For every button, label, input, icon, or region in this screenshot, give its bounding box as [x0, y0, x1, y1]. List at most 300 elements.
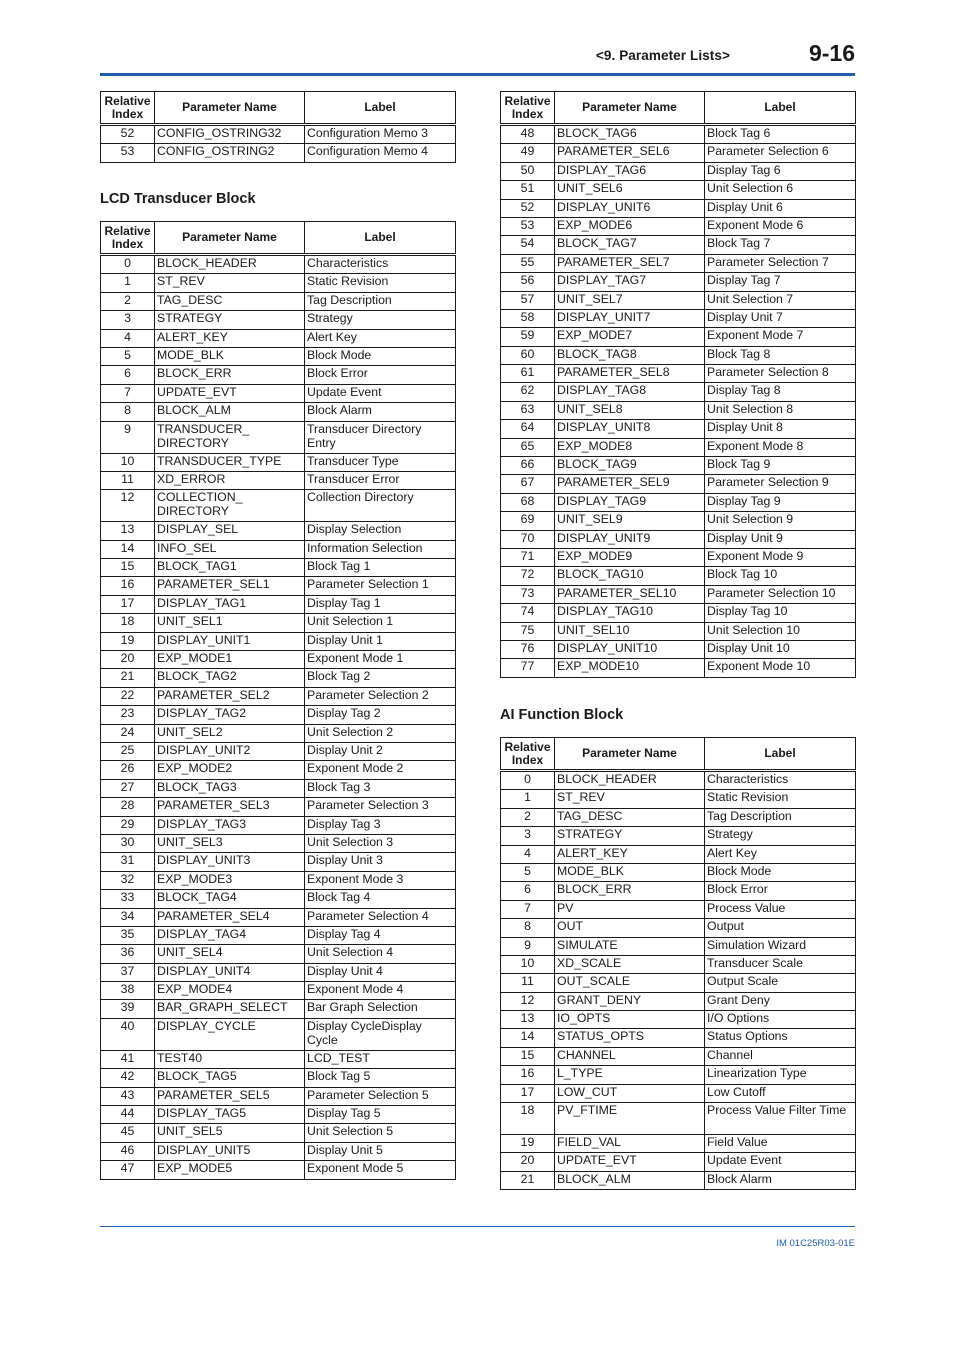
cell-label: Unit Selection 9: [705, 512, 856, 530]
cell-label: Grant Deny: [705, 992, 856, 1010]
cell-index: 32: [101, 871, 155, 889]
footer-rule: [100, 1226, 855, 1227]
cell-label: Unit Selection 7: [705, 291, 856, 309]
cell-label: Exponent Mode 2: [305, 761, 456, 779]
cell-parameter-name: LOW_CUT: [555, 1084, 705, 1102]
cell-index: 25: [101, 742, 155, 760]
cell-parameter-name: XD_ERROR: [155, 471, 305, 489]
cell-label: Exponent Mode 8: [705, 438, 856, 456]
table-row: [101, 366, 456, 384]
table-row: [101, 274, 456, 292]
cell-parameter-name: INFO_SEL: [155, 540, 305, 558]
table-row: [501, 420, 856, 438]
cell-parameter-name: UNIT_SEL5: [155, 1124, 305, 1142]
cell-label: Exponent Mode 4: [305, 982, 456, 1000]
cell-parameter-name: BLOCK_TAG2: [155, 669, 305, 687]
table-row: [101, 1087, 456, 1105]
table-row: [501, 236, 856, 254]
cell-parameter-name: UNIT_SEL2: [155, 724, 305, 742]
table-row: [101, 963, 456, 981]
cell-label: Display Tag 7: [705, 273, 856, 291]
cell-label: Block Tag 6: [705, 125, 856, 144]
cell-label: Output Scale: [705, 974, 856, 992]
column-header-index-line1: Relative: [504, 739, 551, 754]
column-header-label: Label: [705, 738, 856, 771]
cell-index: 0: [101, 255, 155, 274]
table-row: [101, 595, 456, 613]
table-row: [101, 255, 456, 274]
table-row: [501, 790, 856, 808]
table-row: [501, 144, 856, 162]
cell-index: 72: [501, 567, 555, 585]
cell-index: 9: [501, 937, 555, 955]
cell-index: 26: [101, 761, 155, 779]
cell-label: Display Unit 7: [705, 309, 856, 327]
cell-parameter-name: UNIT_SEL6: [555, 181, 705, 199]
cell-label: Display Tag 6: [705, 162, 856, 180]
table-row: [501, 1135, 856, 1153]
column-header-index-line2: Index: [111, 106, 144, 121]
cell-parameter-name: DISPLAY_UNIT9: [555, 530, 705, 548]
table-row: [501, 845, 856, 863]
cell-parameter-name: DISPLAY_TAG5: [155, 1106, 305, 1124]
cell-label: Tag Description: [305, 292, 456, 310]
cell-parameter-name: EXP_MODE9: [555, 548, 705, 566]
cell-index: 19: [101, 632, 155, 650]
cell-label: Parameter Selection 4: [305, 908, 456, 926]
cell-index: 34: [101, 908, 155, 926]
cell-label: Transducer Error: [305, 471, 456, 489]
cell-index: 33: [101, 890, 155, 908]
cell-parameter-name: COLLECTION_ DIRECTORY: [155, 490, 305, 522]
cell-parameter-name: BLOCK_ALM: [555, 1171, 705, 1189]
cell-parameter-name: UNIT_SEL3: [155, 834, 305, 852]
cell-label: Parameter Selection 7: [705, 254, 856, 272]
table-row: [101, 540, 456, 558]
cell-parameter-name: BLOCK_TAG8: [555, 346, 705, 364]
cell-label: Parameter Selection 5: [305, 1087, 456, 1105]
table-row: [101, 577, 456, 595]
table-row: [501, 1171, 856, 1189]
column-header-index-line2: Index: [111, 236, 144, 251]
cell-parameter-name: CONFIG_OSTRING2: [155, 144, 305, 162]
table-row: [101, 1018, 456, 1050]
lcd-parameter-table: [100, 221, 456, 1180]
cell-label: Information Selection: [305, 540, 456, 558]
cell-index: 57: [501, 291, 555, 309]
cell-label: Display Unit 6: [705, 199, 856, 217]
table-row: [501, 937, 856, 955]
table-row: [501, 900, 856, 918]
table-row: [101, 1142, 456, 1160]
cell-label: Exponent Mode 9: [705, 548, 856, 566]
cell-parameter-name: PARAMETER_SEL3: [155, 798, 305, 816]
cell-parameter-name: BLOCK_TAG5: [155, 1069, 305, 1087]
cell-label: Collection Directory: [305, 490, 456, 522]
cell-label: Display Unit 5: [305, 1142, 456, 1160]
table-row: [101, 632, 456, 650]
cell-label: Characteristics: [705, 771, 856, 790]
cell-index: 68: [501, 493, 555, 511]
column-header-label: Label: [305, 92, 456, 125]
cell-parameter-name: ST_REV: [555, 790, 705, 808]
cell-index: 40: [101, 1018, 155, 1050]
cell-index: 75: [501, 622, 555, 640]
table-row: [101, 761, 456, 779]
cell-label: Parameter Selection 2: [305, 687, 456, 705]
cell-index: 3: [101, 311, 155, 329]
cell-parameter-name: DISPLAY_TAG7: [555, 273, 705, 291]
cell-label: Configuration Memo 3: [305, 125, 456, 144]
cell-index: 14: [101, 540, 155, 558]
cell-parameter-name: SIMULATE: [555, 937, 705, 955]
table-row: [501, 328, 856, 346]
table-row: [101, 1000, 456, 1018]
table-row: [101, 329, 456, 347]
cell-index: 38: [101, 982, 155, 1000]
cell-label: Block Tag 8: [705, 346, 856, 364]
cell-parameter-name: PARAMETER_SEL10: [555, 585, 705, 603]
column-header-index-line2: Index: [511, 752, 544, 767]
table-row: [501, 493, 856, 511]
cell-label: I/O Options: [705, 1011, 856, 1029]
cell-label: Channel: [705, 1047, 856, 1065]
cell-parameter-name: L_TYPE: [555, 1066, 705, 1084]
table-row: [501, 125, 856, 144]
cell-label: Linearization Type: [705, 1066, 856, 1084]
table-row: [501, 827, 856, 845]
cell-index: 35: [101, 926, 155, 944]
page-number: 9-16: [808, 40, 855, 66]
cell-index: 18: [101, 614, 155, 632]
table-row: [501, 199, 856, 217]
table-header-row: [101, 222, 456, 255]
cell-index: 76: [501, 640, 555, 658]
column-header-index: [101, 222, 155, 255]
cell-parameter-name: DISPLAY_UNIT7: [555, 309, 705, 327]
cell-label: Display Unit 9: [705, 530, 856, 548]
cell-index: 18: [501, 1103, 555, 1135]
cell-parameter-name: EXP_MODE8: [555, 438, 705, 456]
table-row: [101, 559, 456, 577]
cell-parameter-name: UNIT_SEL4: [155, 945, 305, 963]
cell-index: 13: [501, 1011, 555, 1029]
cell-label: Parameter Selection 10: [705, 585, 856, 603]
cell-label: Configuration Memo 4: [305, 144, 456, 162]
ai-parameter-table: [500, 737, 856, 1190]
table-row: [101, 816, 456, 834]
cell-label: Process Value Filter Time: [705, 1103, 856, 1135]
table-row: [501, 401, 856, 419]
table-row: [501, 1153, 856, 1171]
table-row: [501, 217, 856, 235]
cell-index: 43: [101, 1087, 155, 1105]
cell-parameter-name: EXP_MODE1: [155, 651, 305, 669]
cell-label: Display Tag 5: [305, 1106, 456, 1124]
table-row: [101, 908, 456, 926]
cell-label: Unit Selection 10: [705, 622, 856, 640]
cell-parameter-name: GRANT_DENY: [555, 992, 705, 1010]
cell-index: 53: [501, 217, 555, 235]
table-row: [101, 724, 456, 742]
cell-parameter-name: ALERT_KEY: [155, 329, 305, 347]
cell-label: Display Tag 3: [305, 816, 456, 834]
cell-index: 14: [501, 1029, 555, 1047]
table-row: [101, 490, 456, 522]
column-header-index-line2: Index: [511, 106, 544, 121]
cell-label: Status Options: [705, 1029, 856, 1047]
cell-index: 22: [101, 687, 155, 705]
cell-index: 59: [501, 328, 555, 346]
table-row: [101, 742, 456, 760]
cell-index: 16: [501, 1066, 555, 1084]
table-row: [501, 475, 856, 493]
cell-index: 17: [501, 1084, 555, 1102]
cell-index: 69: [501, 512, 555, 530]
cell-index: 5: [501, 863, 555, 881]
cell-parameter-name: DISPLAY_TAG1: [155, 595, 305, 613]
cell-index: 46: [101, 1142, 155, 1160]
cell-index: 52: [101, 125, 155, 144]
table-row: [101, 421, 456, 453]
cell-parameter-name: UNIT_SEL10: [555, 622, 705, 640]
cell-parameter-name: STATUS_OPTS: [555, 1029, 705, 1047]
column-header-label: Label: [305, 222, 456, 255]
cell-label: Parameter Selection 6: [705, 144, 856, 162]
cell-parameter-name: DISPLAY_UNIT10: [555, 640, 705, 658]
cell-label: Exponent Mode 10: [705, 659, 856, 677]
cell-parameter-name: DISPLAY_UNIT1: [155, 632, 305, 650]
table-row: [501, 585, 856, 603]
cell-index: 53: [101, 144, 155, 162]
cell-parameter-name: DISPLAY_UNIT4: [155, 963, 305, 981]
cell-index: 28: [101, 798, 155, 816]
cell-index: 61: [501, 365, 555, 383]
cell-index: 50: [501, 162, 555, 180]
cell-index: 71: [501, 548, 555, 566]
cell-label: Alert Key: [305, 329, 456, 347]
cell-index: 3: [501, 827, 555, 845]
cell-index: 0: [501, 771, 555, 790]
cell-label: Display Tag 10: [705, 604, 856, 622]
cell-index: 29: [101, 816, 155, 834]
cell-index: 62: [501, 383, 555, 401]
cell-index: 12: [101, 490, 155, 522]
cell-label: Exponent Mode 7: [705, 328, 856, 346]
table-header-row: [501, 92, 856, 125]
cell-label: Block Mode: [705, 863, 856, 881]
cell-parameter-name: BLOCK_TAG9: [555, 457, 705, 475]
table-row: [101, 384, 456, 402]
cell-parameter-name: DISPLAY_UNIT8: [555, 420, 705, 438]
cell-index: 23: [101, 706, 155, 724]
cell-index: 20: [501, 1153, 555, 1171]
cell-parameter-name: TRANSDUCER_TYPE: [155, 453, 305, 471]
cell-parameter-name: PARAMETER_SEL6: [555, 144, 705, 162]
cell-index: 31: [101, 853, 155, 871]
cell-label: Block Alarm: [305, 403, 456, 421]
table-row: [101, 834, 456, 852]
cell-index: 47: [101, 1161, 155, 1179]
cell-label: Display Unit 10: [705, 640, 856, 658]
table-row: [101, 890, 456, 908]
cell-parameter-name: TAG_DESC: [155, 292, 305, 310]
cell-parameter-name: BLOCK_HEADER: [555, 771, 705, 790]
cell-parameter-name: BLOCK_TAG3: [155, 779, 305, 797]
cell-label: Unit Selection 1: [305, 614, 456, 632]
column-header-index-line1: Relative: [104, 223, 151, 238]
cell-parameter-name: BLOCK_HEADER: [155, 255, 305, 274]
column-header-name: Parameter Name: [155, 222, 305, 255]
table-row: [501, 291, 856, 309]
table-row: [501, 1029, 856, 1047]
cell-label: Block Tag 5: [305, 1069, 456, 1087]
cell-label: Tag Description: [705, 808, 856, 826]
cell-label: Block Tag 9: [705, 457, 856, 475]
cell-label: Block Tag 7: [705, 236, 856, 254]
cell-index: 30: [101, 834, 155, 852]
cell-parameter-name: BLOCK_TAG1: [155, 559, 305, 577]
cell-index: 55: [501, 254, 555, 272]
cell-label: Block Alarm: [705, 1171, 856, 1189]
lcd-parameter-table-continued: [500, 91, 856, 678]
cell-index: 8: [501, 919, 555, 937]
table-row: [101, 311, 456, 329]
cell-index: 63: [501, 401, 555, 419]
cell-parameter-name: BLOCK_TAG7: [555, 236, 705, 254]
cell-label: Low Cutoff: [705, 1084, 856, 1102]
cell-label: Unit Selection 3: [305, 834, 456, 852]
table-row: [501, 1103, 856, 1135]
cell-index: 13: [101, 522, 155, 540]
cell-index: 21: [101, 669, 155, 687]
cell-label: Static Revision: [305, 274, 456, 292]
cell-index: 52: [501, 199, 555, 217]
table-row: [501, 383, 856, 401]
table-row: [501, 622, 856, 640]
table-row: [101, 403, 456, 421]
cell-label: Display Tag 2: [305, 706, 456, 724]
cell-parameter-name: DISPLAY_TAG9: [555, 493, 705, 511]
cell-parameter-name: PARAMETER_SEL2: [155, 687, 305, 705]
cell-parameter-name: FIELD_VAL: [555, 1135, 705, 1153]
cell-parameter-name: CHANNEL: [555, 1047, 705, 1065]
cell-parameter-name: DISPLAY_UNIT6: [555, 199, 705, 217]
cell-parameter-name: PARAMETER_SEL9: [555, 475, 705, 493]
cell-parameter-name: MODE_BLK: [555, 863, 705, 881]
cell-label: Block Error: [305, 366, 456, 384]
cell-parameter-name: EXP_MODE5: [155, 1161, 305, 1179]
cell-index: 10: [101, 453, 155, 471]
cell-label: Exponent Mode 5: [305, 1161, 456, 1179]
cell-index: 16: [101, 577, 155, 595]
table-row: [501, 863, 856, 881]
table-row: [501, 181, 856, 199]
table-row: [501, 640, 856, 658]
cell-label: Exponent Mode 3: [305, 871, 456, 889]
cell-label: Block Tag 4: [305, 890, 456, 908]
cell-label: Parameter Selection 9: [705, 475, 856, 493]
cell-label: Parameter Selection 8: [705, 365, 856, 383]
cell-label: Parameter Selection 3: [305, 798, 456, 816]
table-row: [101, 871, 456, 889]
cell-index: 41: [101, 1050, 155, 1068]
cell-parameter-name: TEST40: [155, 1050, 305, 1068]
cell-label: Block Tag 2: [305, 669, 456, 687]
cell-index: 20: [101, 651, 155, 669]
cell-parameter-name: CONFIG_OSTRING32: [155, 125, 305, 144]
cell-label: Strategy: [305, 311, 456, 329]
table-row: [501, 808, 856, 826]
cell-parameter-name: DISPLAY_SEL: [155, 522, 305, 540]
cell-label: Display Unit 2: [305, 742, 456, 760]
table-row: [101, 651, 456, 669]
table-row: [101, 669, 456, 687]
cell-label: Transducer Scale: [705, 955, 856, 973]
cell-label: Field Value: [705, 1135, 856, 1153]
cell-label: Unit Selection 2: [305, 724, 456, 742]
table-row: [101, 687, 456, 705]
cell-parameter-name: BAR_GRAPH_SELECT: [155, 1000, 305, 1018]
cell-index: 73: [501, 585, 555, 603]
cell-parameter-name: OUT: [555, 919, 705, 937]
cell-index: 15: [501, 1047, 555, 1065]
cell-index: 54: [501, 236, 555, 254]
column-header-name: Parameter Name: [155, 92, 305, 125]
cell-index: 15: [101, 559, 155, 577]
document-id: IM 01C25R03-01E: [776, 1238, 855, 1249]
cell-parameter-name: DISPLAY_CYCLE: [155, 1018, 305, 1050]
cell-parameter-name: DISPLAY_TAG2: [155, 706, 305, 724]
cell-parameter-name: ALERT_KEY: [555, 845, 705, 863]
column-header-index: [501, 738, 555, 771]
cell-parameter-name: XD_SCALE: [555, 955, 705, 973]
cell-parameter-name: PV_FTIME: [555, 1103, 705, 1135]
table-row: [501, 567, 856, 585]
cell-index: 12: [501, 992, 555, 1010]
table-row: [501, 346, 856, 364]
cell-index: 37: [101, 963, 155, 981]
cell-index: 17: [101, 595, 155, 613]
table-row: [501, 254, 856, 272]
cell-label: Characteristics: [305, 255, 456, 274]
cell-parameter-name: DISPLAY_TAG8: [555, 383, 705, 401]
table-row: [501, 919, 856, 937]
column-header-index: [101, 92, 155, 125]
cell-label: Update Event: [305, 384, 456, 402]
column-header-name: Parameter Name: [555, 738, 705, 771]
cell-label: Block Tag 1: [305, 559, 456, 577]
cell-index: 65: [501, 438, 555, 456]
table-row: [501, 548, 856, 566]
cell-parameter-name: EXP_MODE10: [555, 659, 705, 677]
table-row: [501, 530, 856, 548]
table-row: [101, 1050, 456, 1068]
cell-index: 45: [101, 1124, 155, 1142]
cell-index: 67: [501, 475, 555, 493]
table-row: [101, 1069, 456, 1087]
cell-parameter-name: BLOCK_ERR: [555, 882, 705, 900]
table-row: [101, 453, 456, 471]
cell-label: Block Error: [705, 882, 856, 900]
cell-label: Unit Selection 8: [705, 401, 856, 419]
cell-index: 64: [501, 420, 555, 438]
table-row: [101, 1124, 456, 1142]
cell-parameter-name: ST_REV: [155, 274, 305, 292]
cell-label: Process Value: [705, 900, 856, 918]
cell-label: Block Mode: [305, 347, 456, 365]
cell-label: Transducer Directory Entry: [305, 421, 456, 453]
